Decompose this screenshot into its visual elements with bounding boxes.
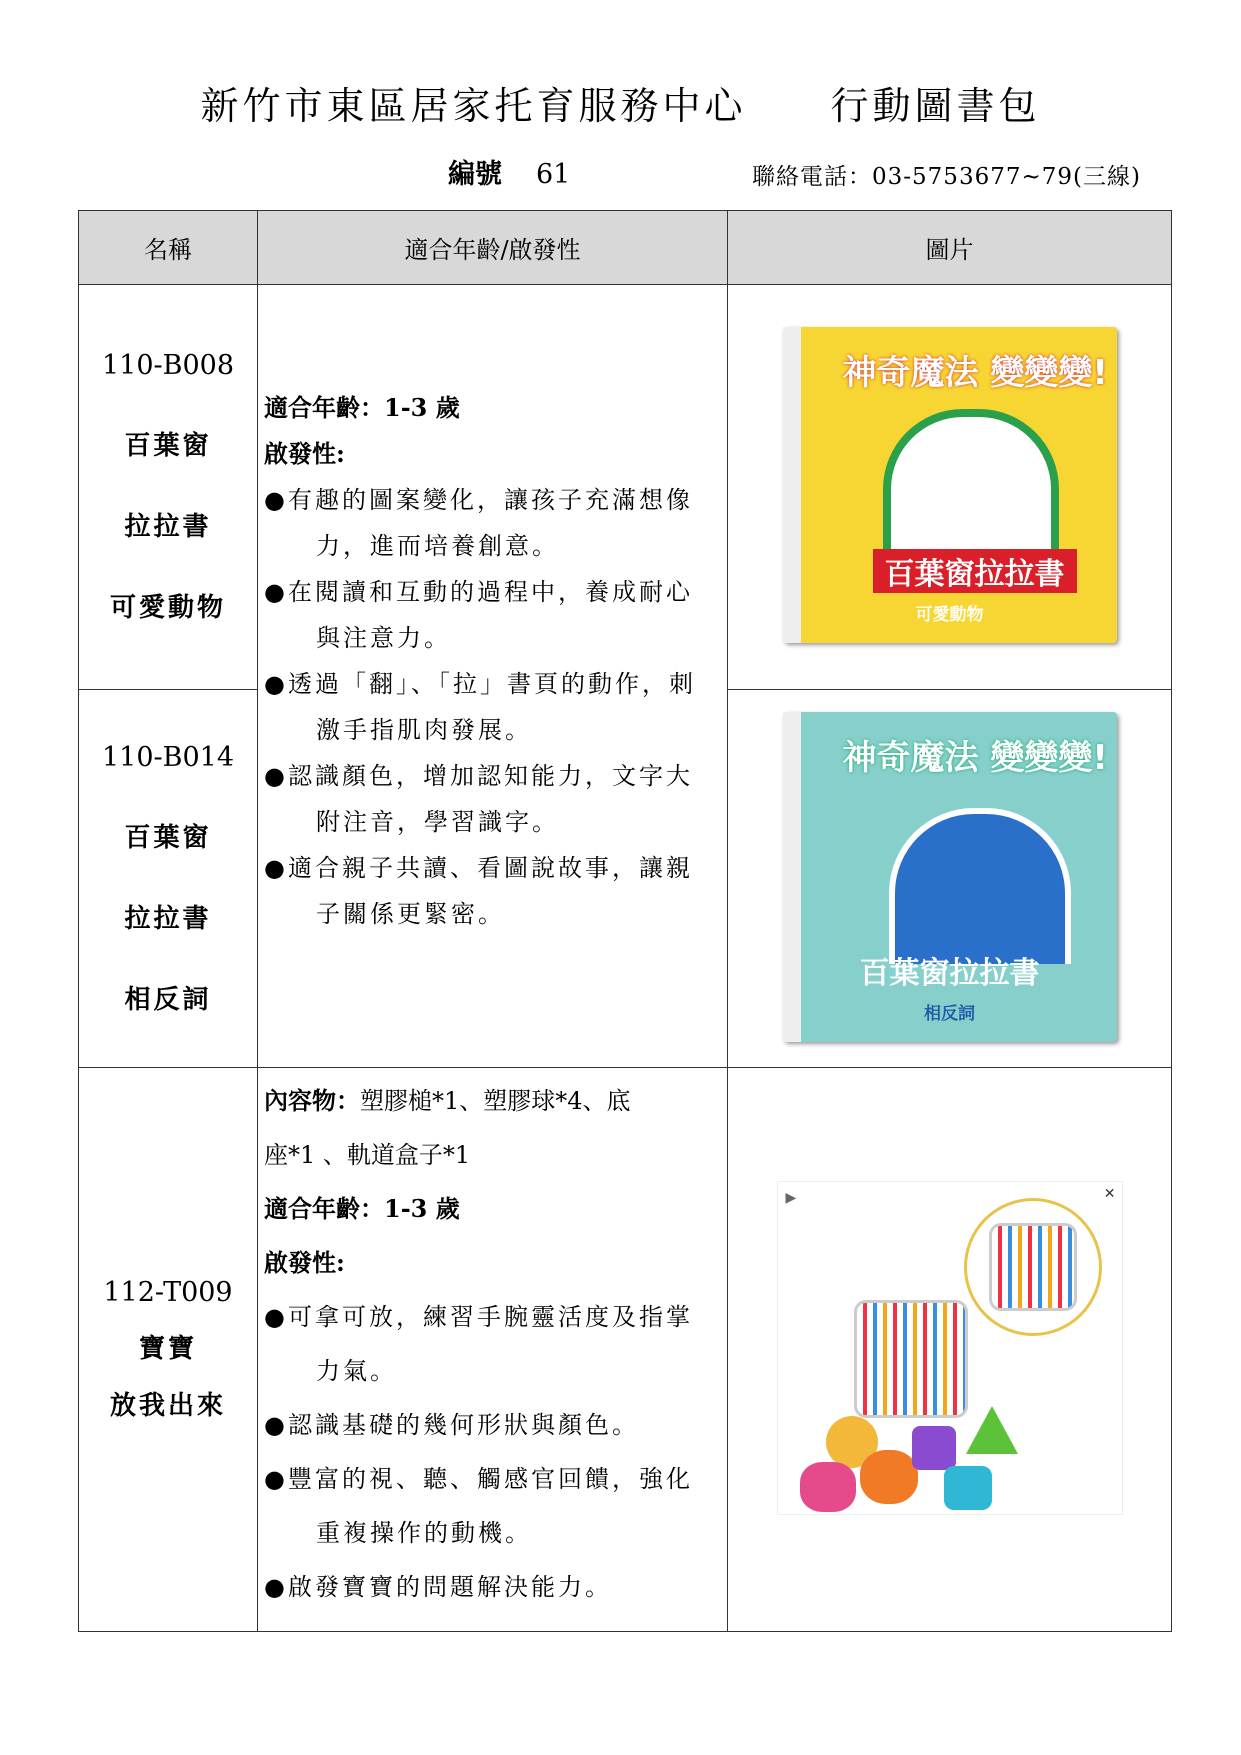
contents-line — [264, 1074, 723, 1128]
age-label: 適合年齡： — [264, 1194, 384, 1223]
benefit-bullet: ●可拿可放，練習手腕靈活度及指掌 — [264, 1303, 693, 1331]
toy-product-image — [777, 1181, 1123, 1515]
contents-line-cont: 座*1 、軌道盒子*1 — [264, 1141, 471, 1169]
item-name-line: 百葉窗 — [124, 822, 212, 853]
inspire-label: 啟發性: — [264, 1248, 345, 1277]
item-name-line: 拉拉書 — [124, 512, 212, 542]
age-line — [264, 1182, 723, 1236]
play-icon: ▶ — [785, 1189, 797, 1206]
item-name-line: 寶寶 — [138, 1334, 197, 1364]
benefit-bullet: ●啟發寶寶的問題解決能力。 — [264, 1573, 612, 1601]
book-title: 百葉窗拉拉書 — [859, 955, 1040, 991]
image-cell — [728, 690, 1172, 1068]
benefit-bullet-cont: 與注意力。 — [316, 624, 451, 652]
book-subtitle: 可愛動物 — [915, 605, 984, 625]
age-label: 適合年齡： — [264, 393, 384, 422]
serial-number — [448, 152, 570, 191]
cube-toy-small — [989, 1223, 1077, 1311]
item-code: 112-T009 — [103, 1277, 233, 1308]
contents-label: 內容物： — [264, 1086, 360, 1115]
cube-toy — [854, 1300, 968, 1418]
toy-description-cell — [258, 1068, 728, 1632]
contact-phone: 聯絡電話：03-5753677~79(三線) — [752, 164, 1141, 190]
books-description-cell — [258, 285, 728, 1068]
benefit-bullet-cont: 重複操作的動機。 — [316, 1519, 532, 1547]
item-name-line: 拉拉書 — [124, 903, 212, 934]
benefit-bullet: ●透過「翻」、「拉」書頁的動作，刺 — [264, 670, 696, 698]
zoom-circle — [964, 1198, 1102, 1336]
item-name-line: 百葉窗 — [124, 431, 212, 461]
item-name-line: 可愛動物 — [109, 593, 226, 623]
benefit-bullet: ●豐富的視、聽、觸感官回饋，強化 — [264, 1465, 693, 1493]
item-code: 110-B014 — [101, 741, 235, 773]
item-name-cell — [79, 690, 258, 1068]
benefit-bullet-cont: 子關係更緊密。 — [316, 900, 505, 928]
column-header-name: 名稱 — [79, 211, 258, 285]
table-row — [79, 1068, 1172, 1632]
book-spine — [783, 327, 801, 643]
book-cover-image — [783, 712, 1117, 1042]
table-header-row — [79, 211, 1172, 285]
benefit-bullet-cont: 附注音，學習識字。 — [316, 808, 559, 836]
table-row — [79, 285, 1172, 690]
age-value: 1-3 歲 — [384, 1194, 460, 1223]
inspire-label: 啟發性: — [264, 439, 345, 468]
age-value: 1-3 歲 — [384, 393, 460, 422]
blue-cube-shape — [944, 1466, 992, 1510]
benefit-bullet-cont: 激手指肌肉發展。 — [316, 716, 532, 744]
serial-label: 編號 — [448, 159, 502, 190]
book-series-title: 神奇魔法 變變變! — [842, 353, 1108, 393]
item-name-line: 相反詞 — [124, 984, 212, 1015]
image-cell — [728, 1068, 1172, 1632]
column-header-image: 圖片 — [728, 211, 1172, 285]
page-title: 新竹市東區居家托育服務中心 行動圖書包 — [200, 84, 1041, 128]
book-bag-table — [78, 210, 1172, 1632]
benefit-bullet: ●適合親子共讀、看圖說故事，讓親 — [264, 854, 693, 882]
book-spine — [783, 712, 801, 1042]
serial-value: 61 — [536, 159, 571, 190]
benefit-bullet-cont: 力，進而培養創意。 — [316, 532, 559, 560]
image-cell — [728, 285, 1172, 690]
book-subtitle: 相反詞 — [924, 1003, 975, 1024]
age-line — [264, 385, 723, 431]
pink-flower-shape — [800, 1462, 856, 1512]
purple-cube-shape — [912, 1426, 956, 1470]
book-cover-image — [783, 327, 1117, 643]
book-title: 百葉窗拉拉書 — [873, 549, 1077, 593]
whale-illustration — [889, 808, 1071, 964]
contents-value: 塑膠槌*1、塑膠球*4、底 — [360, 1087, 631, 1115]
item-code: 110-B008 — [101, 350, 235, 381]
orange-ball — [860, 1450, 918, 1504]
benefit-bullet: ●有趣的圖案變化，讓孩子充滿想像 — [264, 486, 693, 514]
benefit-bullet: ●認識顏色，增加認知能力，文字大 — [264, 762, 693, 790]
item-name-line: 放我出來 — [109, 1391, 226, 1421]
elephant-illustration — [883, 409, 1059, 557]
column-header-age: 適合年齡/啟發性 — [258, 211, 728, 285]
item-name-cell — [79, 1068, 258, 1632]
benefit-bullet-cont: 力氣。 — [316, 1357, 397, 1385]
item-name-cell — [79, 285, 258, 690]
close-icon: ✕ — [1103, 1185, 1116, 1202]
green-triangle-shape — [966, 1406, 1018, 1454]
benefit-bullet: ●在閱讀和互動的過程中，養成耐心 — [264, 578, 693, 606]
benefit-bullet: ●認識基礎的幾何形狀與顏色。 — [264, 1411, 639, 1439]
book-series-title: 神奇魔法 變變變! — [842, 737, 1108, 778]
